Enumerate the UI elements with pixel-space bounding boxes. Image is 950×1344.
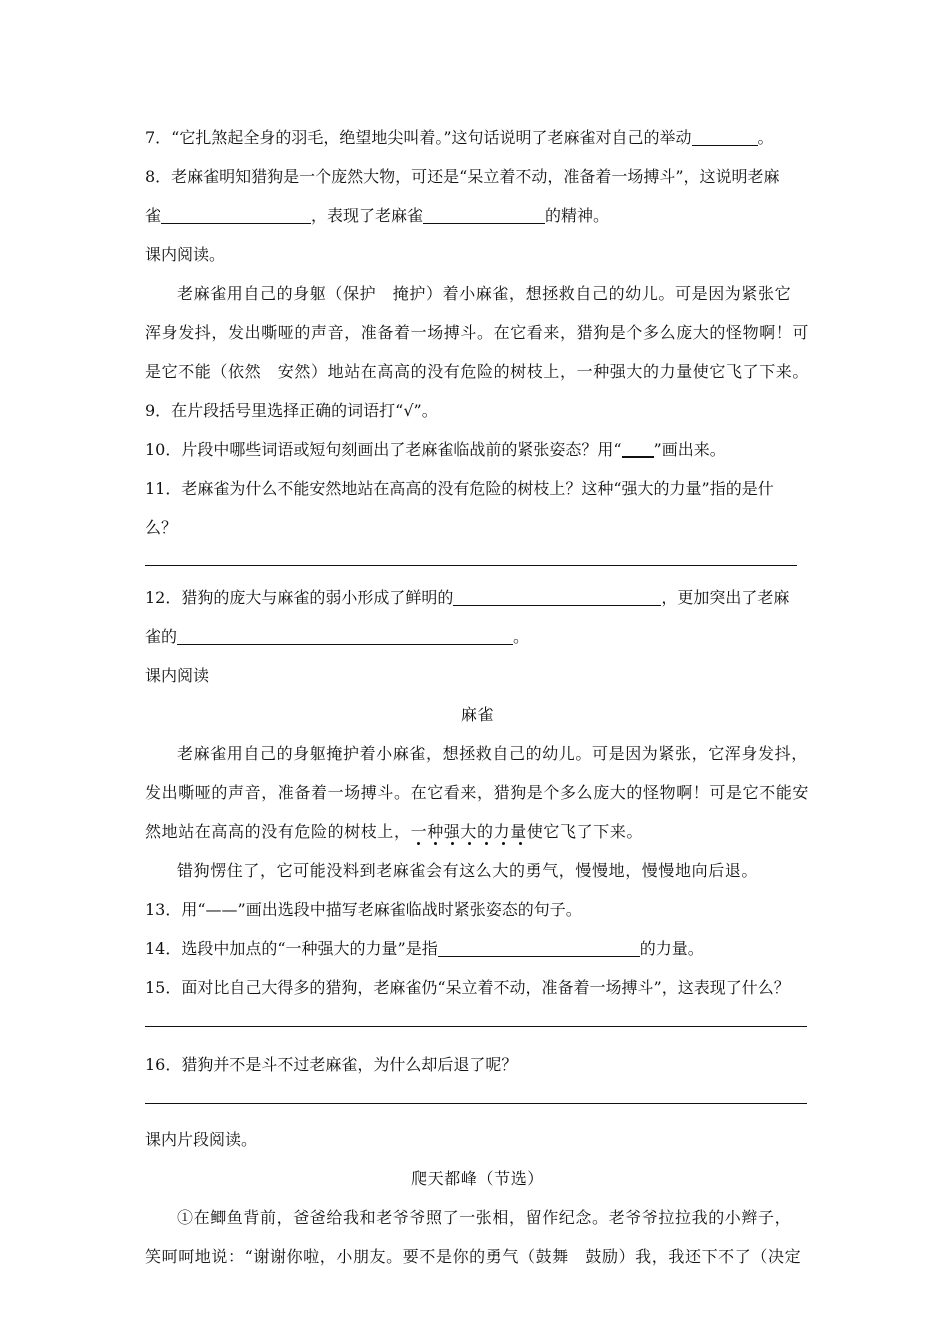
emphasis-dot: [417, 842, 420, 845]
q14-text-end: 的力量。: [639, 939, 704, 958]
emphasis-dot: [434, 842, 437, 845]
q10-text: 10．片段中哪些词语或短句刻画出了老麻雀临战前的紧张姿态？用“: [145, 440, 622, 459]
question-7: [145, 118, 810, 157]
q10-text-end: ”画出来。: [653, 440, 726, 459]
section-label-3: 课内片段阅读。: [145, 1130, 258, 1149]
passage2-line2: 发出嘶哑的声音，准备着一场搏斗。在它看来，猎狗是个多么庞大的怪物啊！可是它不能安: [145, 783, 810, 802]
passage1-line1: 老麻雀用自己的身躯（保护 掩护）着小麻雀，想拯救自己的幼儿。可是因为紧张它: [177, 284, 792, 303]
emphasized-phrase-text: 一种强大的力量: [410, 822, 527, 841]
q14-answer-blank[interactable]: [438, 938, 640, 957]
question-9: 9．在片段括号里选择正确的词语打“√”。: [145, 401, 438, 420]
passage2-title: 麻雀: [460, 705, 495, 724]
section-label-2: 课内阅读: [145, 666, 210, 685]
question-8-line1: 8．老麻雀明知猎狗是一个庞然大物，可还是“呆立着不动，准备着一场搏斗”，这说明老麻: [145, 167, 780, 186]
emphasis-dot: [468, 842, 471, 845]
passage1-line2: 浑身发抖，发出嘶哑的声音，准备着一场搏斗。在它看来，猎狗是个多么庞大的怪物啊！可: [145, 323, 810, 342]
passage2-line4: 错狗愣住了，它可能没料到老麻雀会有这么大的勇气，慢慢地，慢慢地向后退。: [177, 861, 759, 880]
passage3-title: 爬天都峰（节选）: [411, 1169, 544, 1188]
emphasized-phrase: [411, 822, 527, 841]
passage2-line1: 老麻雀用自己的身躯掩护着小麻雀，想拯救自己的幼儿。可是因为紧张，它浑身发抖，: [177, 744, 808, 763]
emphasis-dot: [502, 842, 505, 845]
passage2-line3: [145, 812, 810, 851]
q7-text: 7．“它扎煞起全身的羽毛，绝望地尖叫着。”这句话说明了老麻雀对自己的举动: [145, 128, 692, 147]
q12-answer-blank-1[interactable]: [453, 587, 661, 606]
emphasis-dot: [519, 842, 522, 845]
question-11-line2: 么？: [145, 518, 178, 537]
q14-text: 14．选段中加点的“一种强大的力量”是指: [145, 939, 438, 958]
worksheet-page: [145, 118, 810, 1276]
question-10: [145, 430, 810, 469]
section-label-1: 课内阅读。: [145, 245, 226, 264]
q12-text-a: 12．猎狗的庞大与麻雀的弱小形成了鲜明的: [145, 588, 454, 607]
emphasis-dot: [485, 842, 488, 845]
q8-answer-blank-2[interactable]: [423, 205, 545, 224]
q7-text-end: 。: [757, 128, 774, 147]
q12-text-d: 。: [513, 627, 530, 646]
q12-text-b: ，更加突出了老麻: [661, 588, 790, 607]
passage2-line3-text-a: 然地站在高高的没有危险的树枝上，: [145, 822, 411, 841]
question-11-line1: 11．老麻雀为什么不能安然地站在高高的没有危险的树枝上？这种“强大的力量”指的是什: [145, 479, 774, 498]
passage3-line1: ①在鲫鱼背前，爸爸给我和老爷爷照了一张相，留作纪念。老爷爷拉拉我的小辫子，: [177, 1208, 792, 1227]
question-12-line2: [145, 617, 810, 656]
q8-text-b: ，表现了老麻雀: [311, 206, 424, 225]
passage2-line3-text-b: 使它飞了下来。: [526, 822, 644, 841]
question-16: 16．猎狗并不是斗不过老麻雀，为什么却后退了呢？: [145, 1055, 518, 1074]
question-14: [145, 929, 810, 968]
question-12-line1: [145, 578, 810, 617]
q8-text-a: 雀: [145, 206, 162, 225]
q8-answer-blank-1[interactable]: [161, 205, 311, 224]
emphasis-dot: [451, 842, 454, 845]
q12-answer-blank-2[interactable]: [177, 626, 513, 645]
q7-answer-blank[interactable]: [692, 127, 758, 146]
question-13: 13．用“——”画出选段中描写老麻雀临战时紧张姿态的句子。: [145, 900, 582, 919]
question-8-line2: [145, 196, 810, 235]
question-15: 15．面对比自己大得多的猎狗，老麻雀仍“呆立着不动，准备着一场搏斗”，这表现了什么？: [145, 978, 790, 997]
passage1-line3: 是它不能（依然 安然）地站在高高的没有危险的树枝上，一种强大的力量使它飞了下来。: [145, 362, 810, 381]
q8-text-c: 的精神。: [545, 206, 610, 225]
q12-text-c: 雀的: [145, 627, 178, 646]
q10-underline-sample: [622, 442, 654, 458]
passage3-line2: 笑呵呵地说：“谢谢你啦，小朋友。要不是你的勇气（鼓舞 鼓励）我，我还下不了（决定: [145, 1247, 802, 1266]
